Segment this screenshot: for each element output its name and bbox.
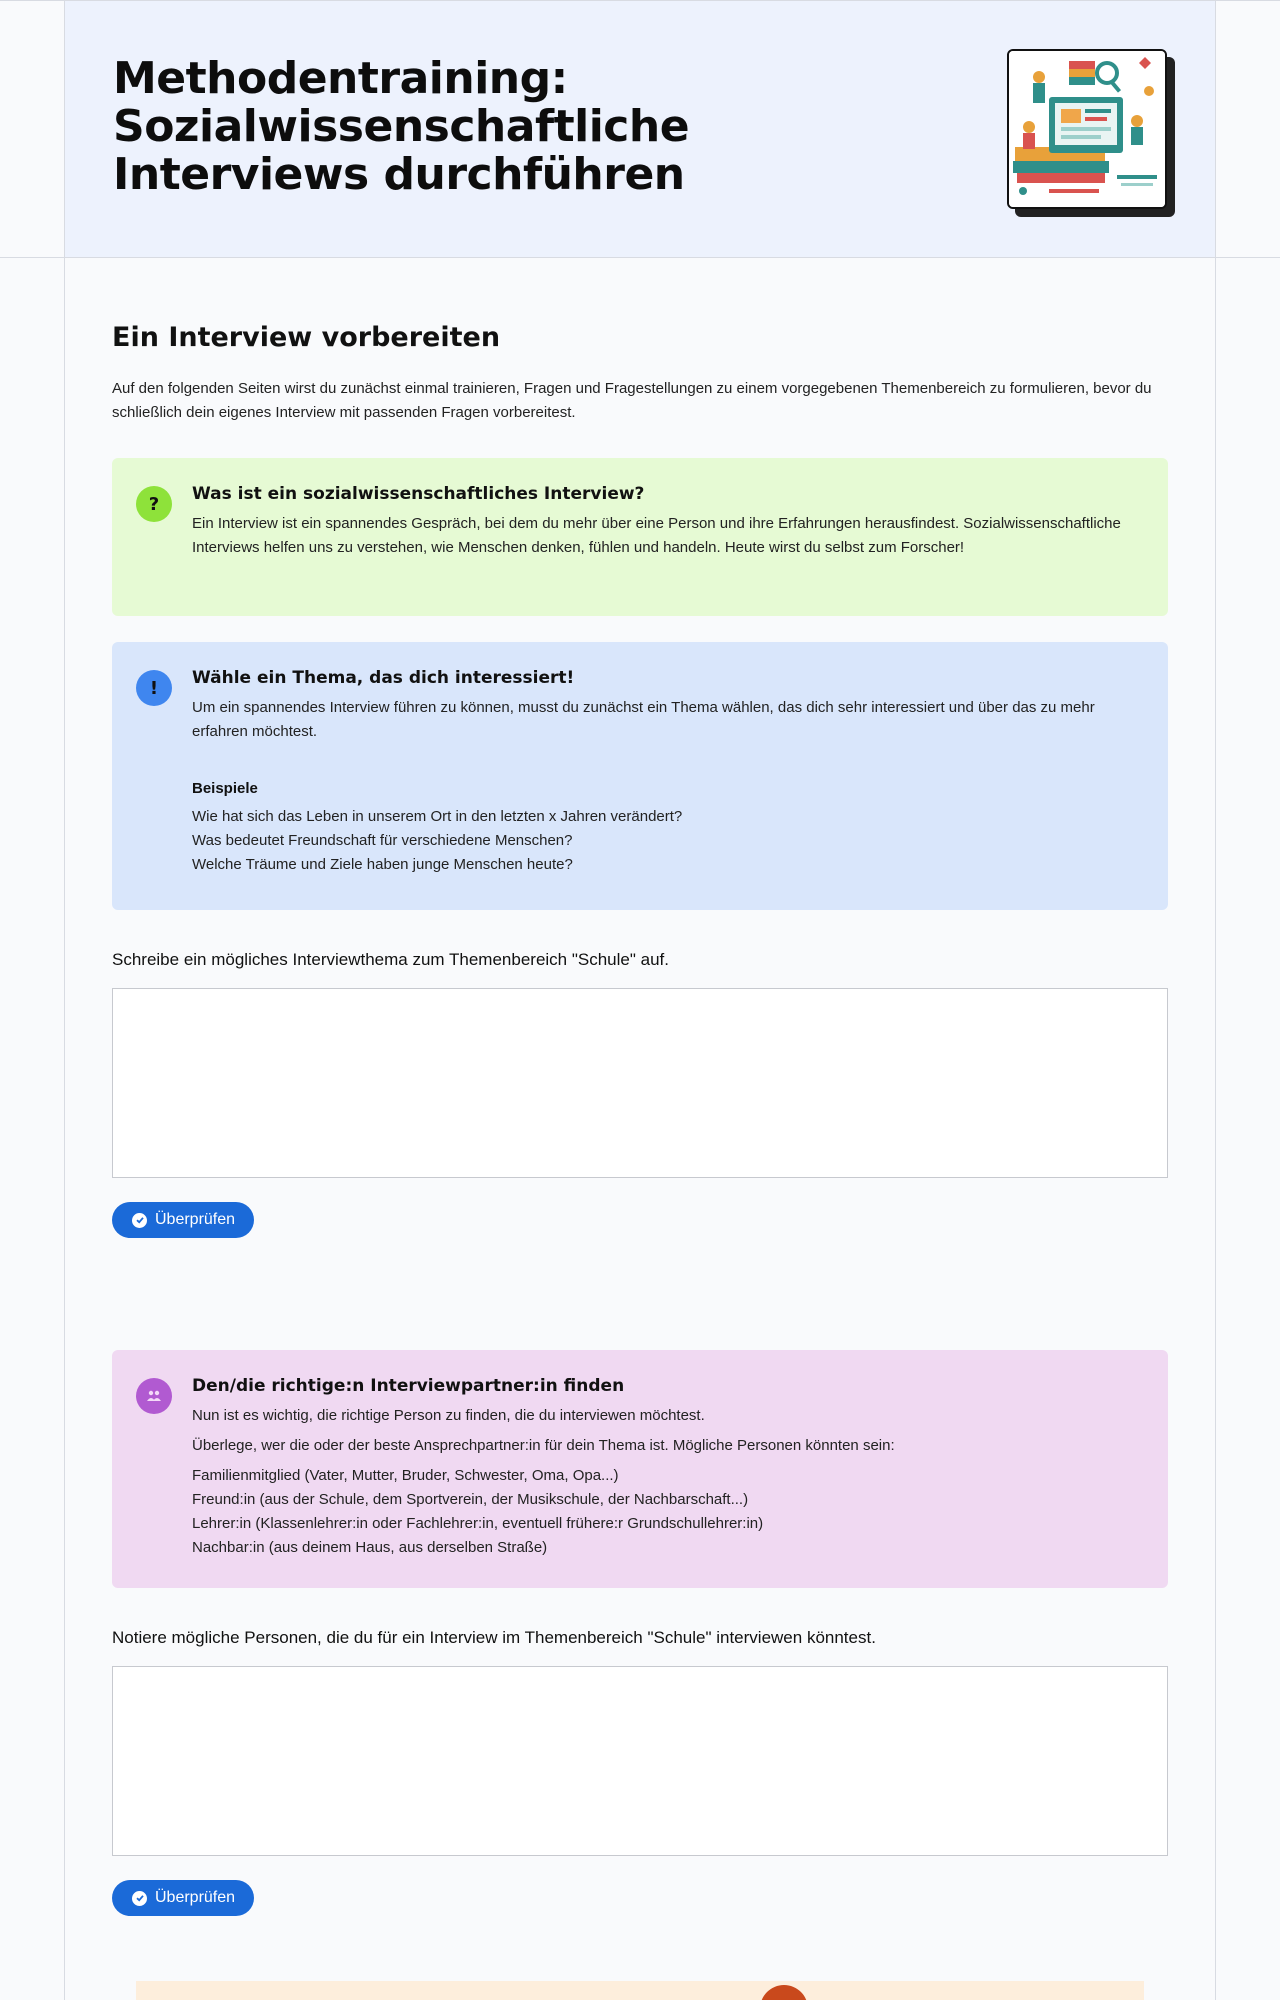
check-circle-icon (132, 1213, 147, 1228)
task1-check-button[interactable] (112, 1202, 254, 1238)
next-section-box (136, 1981, 1144, 2000)
person-item: Freund:in (aus der Schule, dem Sportverein, der Musikschule, der Nachbarschaft...) (192, 1491, 749, 1508)
info-box-partner (112, 1350, 1168, 1588)
info-box-interview (112, 458, 1168, 616)
page-title: Methodentraining: Sozialwissenschaftliche Interviews durchführen (113, 53, 690, 200)
info-box-body (192, 484, 1142, 560)
task1-answer-input[interactable] (112, 988, 1168, 1178)
classroom-illustration-icon (1007, 49, 1167, 209)
example-item: Was bedeutet Freundschaft für verschiedene Menschen? (192, 832, 573, 849)
header-divider (0, 257, 1280, 258)
task1-prompt: Schreibe ein mögliches Interviewthema zum Themenbereich "Schule" auf. (112, 950, 669, 969)
check-circle-icon (132, 1891, 147, 1906)
example-item: Wie hat sich das Leben in unserem Ort in den letzten x Jahren verändert? (192, 808, 683, 825)
page-right-border (1215, 0, 1216, 2000)
person-item: Nachbar:in (aus deinem Haus, aus derselben Straße) (192, 1539, 548, 1556)
task2-check-button[interactable] (112, 1880, 254, 1916)
example-item: Welche Träume und Ziele haben junge Menschen heute? (192, 856, 573, 873)
page-left-border (64, 0, 65, 2000)
header-illustration (1007, 49, 1167, 209)
topic-box-text: Um ein spannendes Interview führen zu können, musst du zunächst ein Thema wählen, das dich sehr interessiert und über das zu mehr erfahren möchtest. (192, 699, 1095, 740)
task2-prompt: Notiere mögliche Personen, die du für ein Interview im Themenbereich "Schule" interviewen könntest. (112, 1628, 876, 1647)
task2-check-label: Überprüfen (155, 1889, 236, 1906)
people-icon (136, 1378, 172, 1414)
topic-box-body (192, 668, 1142, 877)
question-mark-icon: ? (136, 486, 172, 522)
task1-check-label: Überprüfen (155, 1211, 236, 1228)
partner-box-body (192, 1376, 1142, 1560)
partner-box-text: Überlege, wer die oder der beste Ansprechpartner:in für dein Thema ist. Mögliche Personen könnten sein: (192, 1437, 895, 1454)
topic-box-heading: Wähle ein Thema, das dich interessiert! (192, 668, 575, 688)
partner-box-text: Nun ist es wichtig, die richtige Person zu finden, die du interviewen möchtest. (192, 1407, 705, 1424)
task2-answer-input[interactable] (112, 1666, 1168, 1856)
info-box-heading: Was ist ein sozialwissenschaftliches Interview? (192, 484, 645, 504)
person-item: Familienmitglied (Vater, Mutter, Bruder, Schwester, Oma, Opa...) (192, 1467, 619, 1484)
person-item: Lehrer:in (Klassenlehrer:in oder Fachlehrer:in, eventuell frühere:r Grundschullehrer:in) (192, 1515, 764, 1532)
page-header (65, 1, 1215, 257)
examples-heading: Beispiele (192, 780, 258, 797)
section-title: Ein Interview vorbereiten (112, 322, 501, 353)
intro-text: Auf den folgenden Seiten wirst du zunächst einmal trainieren, Fragen und Fragestellungen zu einem vorgegebenen Themenbereich zu formulieren, bevor du schließlich dein eigenes Interview mit passenden Fragen vorbereitest. (112, 380, 1152, 421)
exclamation-icon: ! (136, 670, 172, 706)
partner-box-heading: Den/die richtige:n Interviewpartner:in finden (192, 1376, 625, 1396)
info-box-text: Ein Interview ist ein spannendes Gespräch, bei dem du mehr über eine Person und ihre Erfahrungen herausfindest. Sozialwissenschaftliche Interviews helfen uns zu verstehen, wie Menschen denken, fühlen und handeln. Heute wirst du selbst zum Forscher! (192, 515, 1121, 556)
info-box-topic (112, 642, 1168, 910)
